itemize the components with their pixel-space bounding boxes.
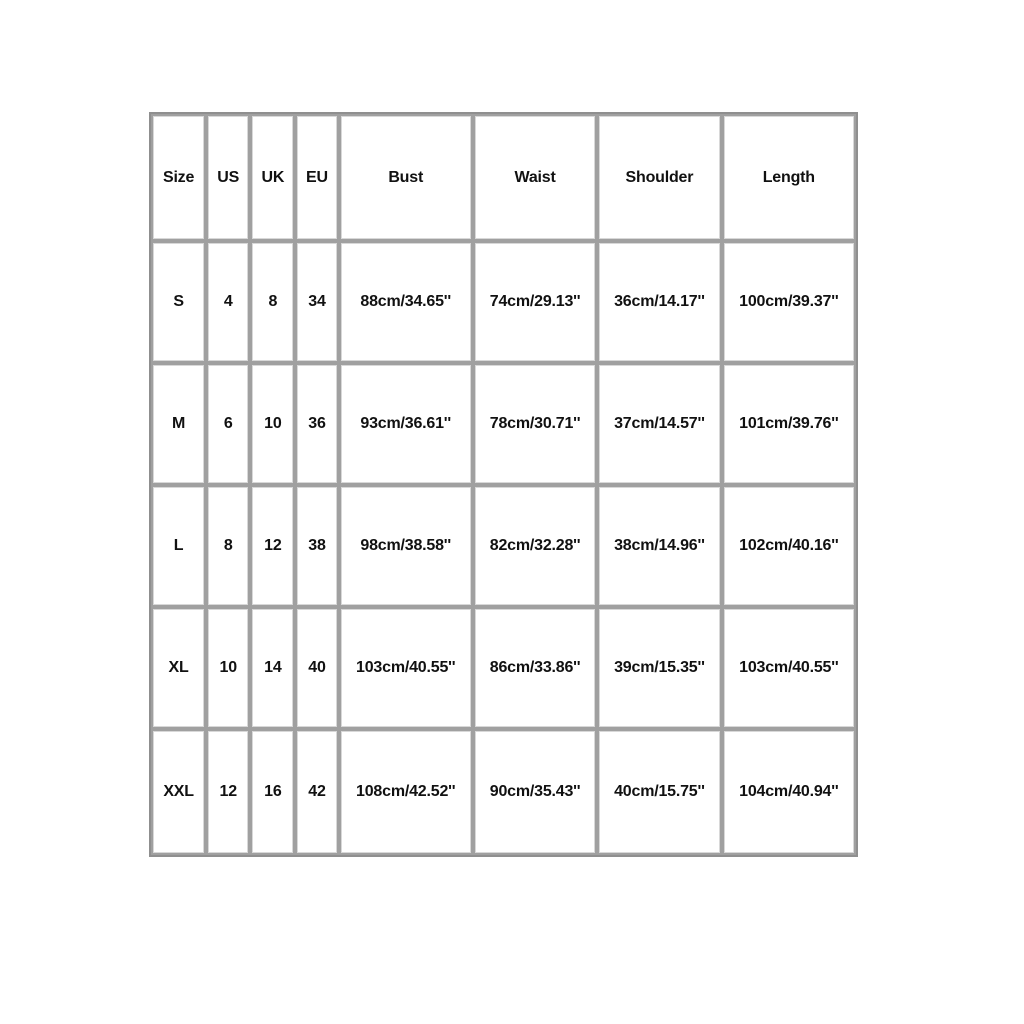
header-eu: EU	[295, 114, 338, 241]
cell-bust: 93cm/36.61''	[339, 363, 473, 485]
cell-shoulder: 40cm/15.75''	[597, 729, 721, 855]
cell-uk: 14	[250, 607, 295, 729]
cell-bust: 108cm/42.52''	[339, 729, 473, 855]
cell-shoulder: 37cm/14.57''	[597, 363, 721, 485]
cell-length: 102cm/40.16''	[722, 485, 856, 607]
table-row	[151, 607, 856, 729]
cell-eu: 40	[295, 607, 338, 729]
cell-bust: 103cm/40.55''	[339, 607, 473, 729]
cell-shoulder: 36cm/14.17''	[597, 241, 721, 363]
table-row	[151, 729, 856, 855]
cell-waist: 90cm/35.43''	[473, 729, 597, 855]
cell-us: 4	[206, 241, 250, 363]
cell-uk: 16	[250, 729, 295, 855]
header-shoulder: Shoulder	[597, 114, 721, 241]
table-row	[151, 241, 856, 363]
cell-uk: 12	[250, 485, 295, 607]
cell-length: 103cm/40.55''	[722, 607, 856, 729]
cell-eu: 36	[295, 363, 338, 485]
cell-bust: 98cm/38.58''	[339, 485, 473, 607]
cell-waist: 74cm/29.13''	[473, 241, 597, 363]
cell-eu: 38	[295, 485, 338, 607]
cell-size: L	[151, 485, 206, 607]
size-chart-table	[149, 112, 858, 857]
table-row	[151, 485, 856, 607]
table-row	[151, 363, 856, 485]
cell-us: 10	[206, 607, 250, 729]
cell-uk: 10	[250, 363, 295, 485]
header-length: Length	[722, 114, 856, 241]
header-waist: Waist	[473, 114, 597, 241]
cell-size: M	[151, 363, 206, 485]
cell-shoulder: 39cm/15.35''	[597, 607, 721, 729]
cell-us: 6	[206, 363, 250, 485]
cell-us: 8	[206, 485, 250, 607]
cell-length: 100cm/39.37''	[722, 241, 856, 363]
cell-shoulder: 38cm/14.96''	[597, 485, 721, 607]
header-size: Size	[151, 114, 206, 241]
cell-length: 104cm/40.94''	[722, 729, 856, 855]
cell-us: 12	[206, 729, 250, 855]
cell-eu: 42	[295, 729, 338, 855]
cell-size: XL	[151, 607, 206, 729]
header-us: US	[206, 114, 250, 241]
cell-size: S	[151, 241, 206, 363]
cell-eu: 34	[295, 241, 338, 363]
cell-length: 101cm/39.76''	[722, 363, 856, 485]
cell-waist: 78cm/30.71''	[473, 363, 597, 485]
table-header-row	[151, 114, 856, 241]
header-uk: UK	[250, 114, 295, 241]
cell-size: XXL	[151, 729, 206, 855]
cell-uk: 8	[250, 241, 295, 363]
cell-bust: 88cm/34.65''	[339, 241, 473, 363]
cell-waist: 82cm/32.28''	[473, 485, 597, 607]
header-bust: Bust	[339, 114, 473, 241]
cell-waist: 86cm/33.86''	[473, 607, 597, 729]
